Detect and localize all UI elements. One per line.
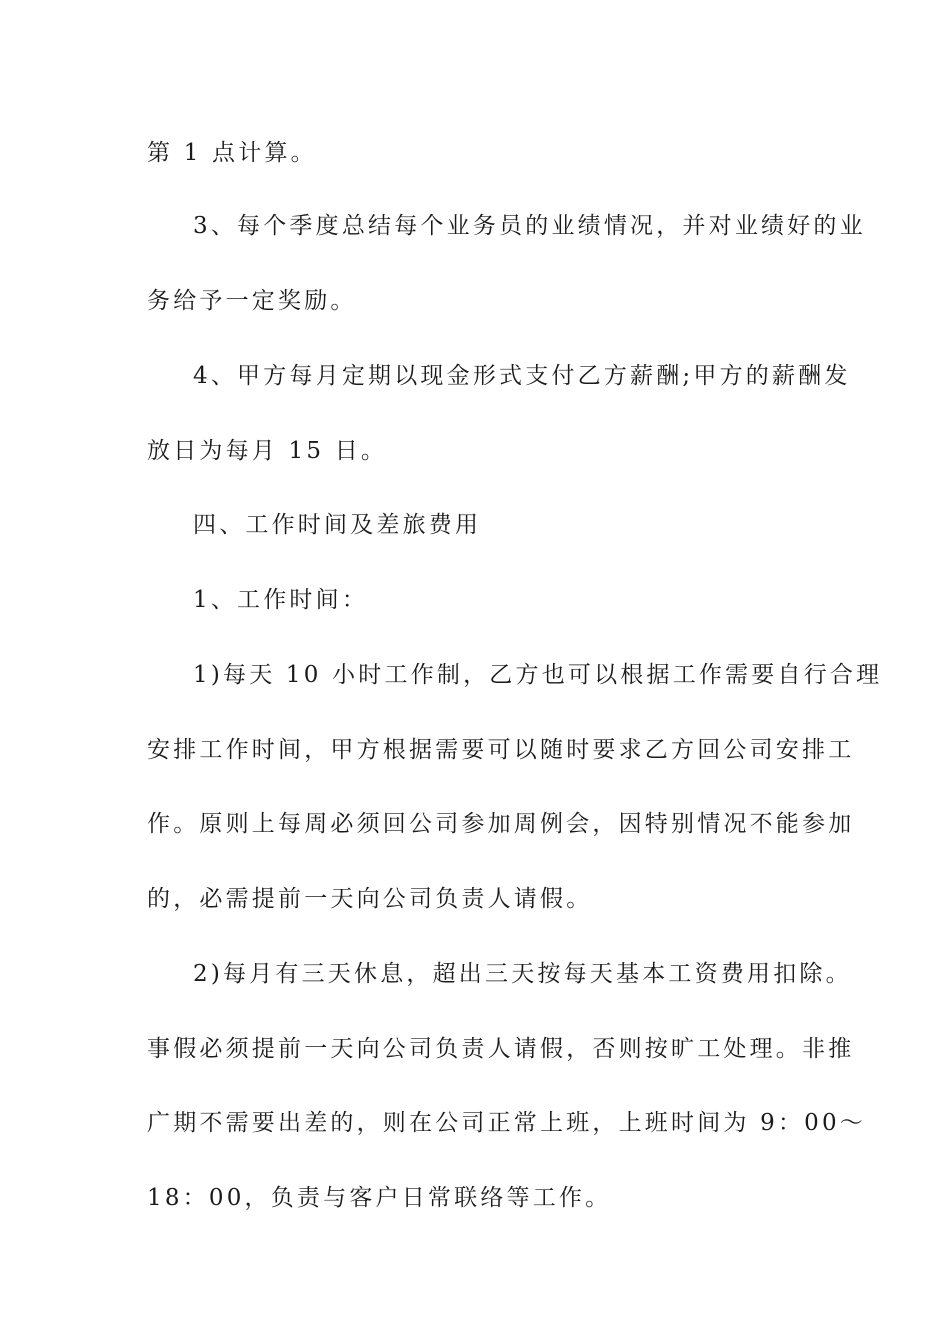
paragraph-line: 4、甲方每月定期以现金形式支付乙方薪酬;甲方的薪酬发 bbox=[193, 363, 851, 389]
paragraph-line: 第 1 点计算。 bbox=[147, 140, 317, 166]
paragraph-line: 18：00，负责与客户日常联络等工作。 bbox=[147, 1185, 612, 1211]
paragraph-line: 事假必须提前一天向公司负责人请假，否则按旷工处理。非推 bbox=[147, 1036, 855, 1062]
paragraph-line: 放日为每月 15 日。 bbox=[147, 438, 388, 464]
paragraph-line: 1)每天 10 小时工作制，乙方也可以根据工作需要自行合理 bbox=[193, 662, 883, 688]
paragraph-line: 的，必需提前一天向公司负责人请假。 bbox=[147, 886, 593, 912]
section-heading: 四、工作时间及差旅费用 bbox=[193, 512, 482, 538]
paragraph-line: 安排工作时间，甲方根据需要可以随时要求乙方回公司安排工 bbox=[147, 737, 855, 763]
paragraph-line: 2)每月有三天休息，超出三天按每天基本工资费用扣除。 bbox=[193, 961, 852, 987]
paragraph-line: 广期不需要出差的，则在公司正常上班，上班时间为 9：00～ bbox=[147, 1110, 867, 1136]
paragraph-line: 务给予一定奖励。 bbox=[147, 288, 357, 314]
paragraph-line: 作。原则上每周必须回公司参加周例会，因特别情况不能参加 bbox=[147, 811, 855, 837]
subsection-heading: 1、工作时间： bbox=[193, 587, 369, 613]
paragraph-line: 3、每个季度总结每个业务员的业绩情况，并对业绩好的业 bbox=[193, 213, 866, 239]
